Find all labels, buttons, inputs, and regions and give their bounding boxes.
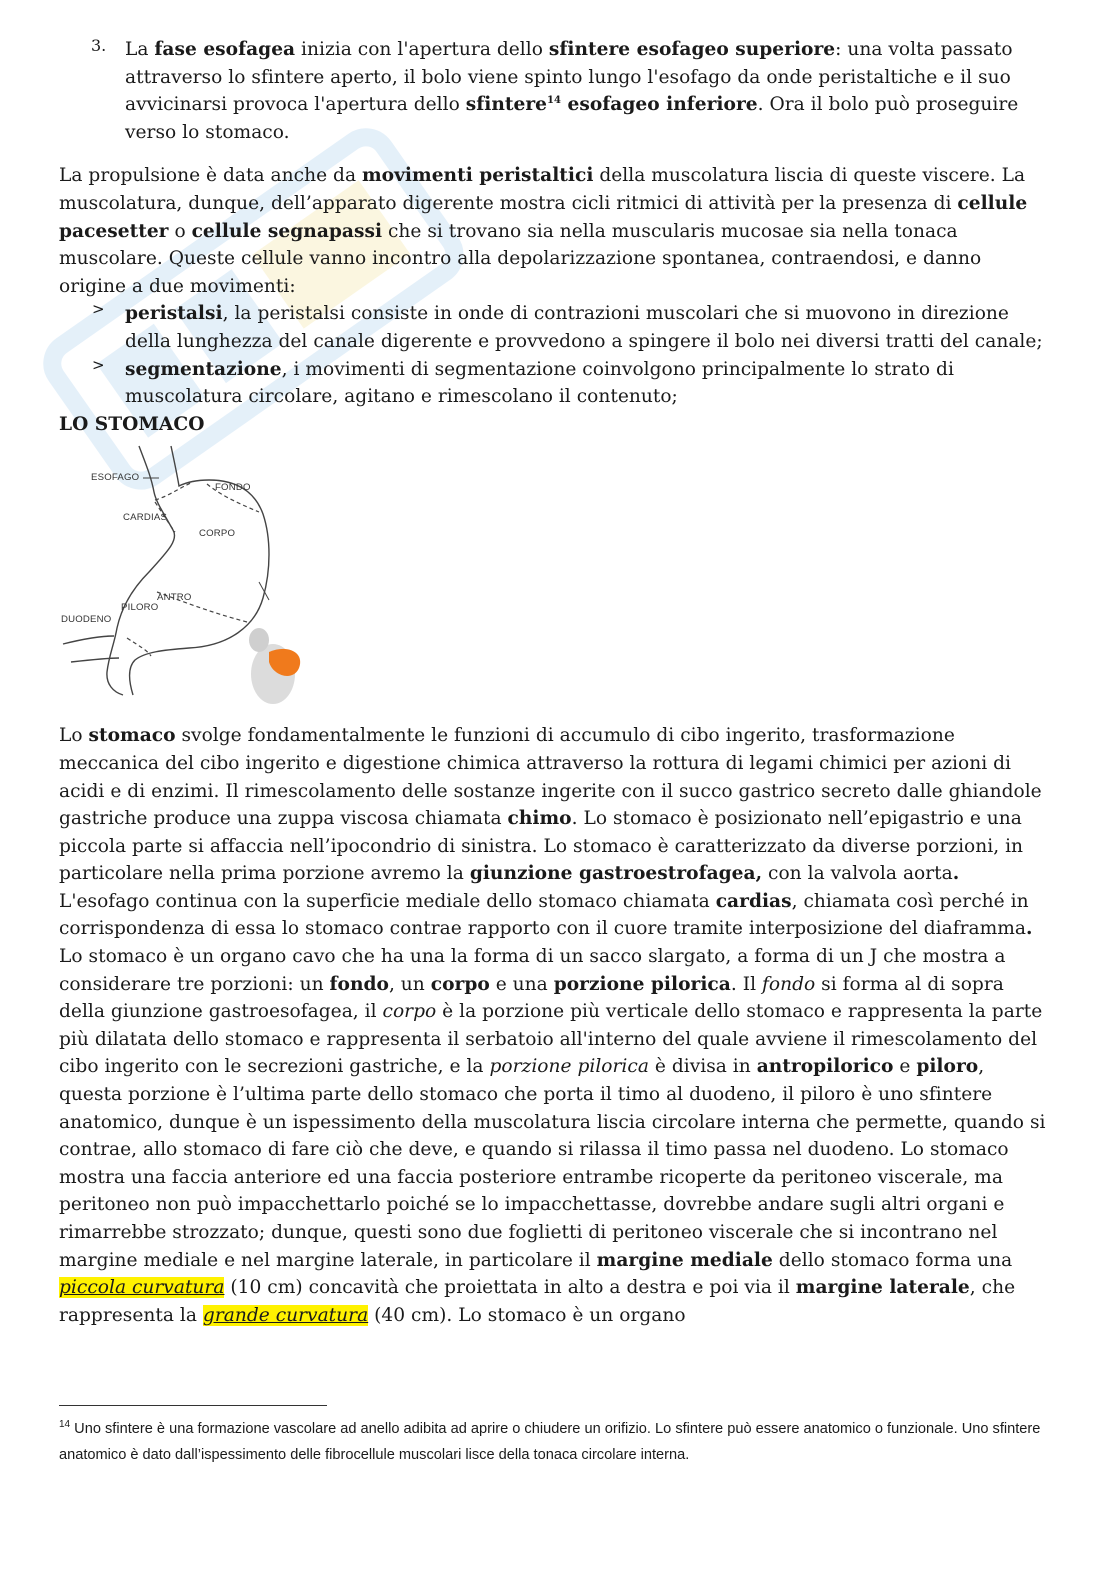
- label-fondo: FONDO: [215, 482, 251, 494]
- footnote: [59, 1416, 1049, 1468]
- label-antro: ANTRO: [157, 592, 192, 604]
- bullet-arrow: >: [92, 355, 105, 374]
- section-heading: LO STOMACO: [59, 413, 205, 435]
- highlight-grande-curvatura: grande curvatura: [202, 1304, 369, 1326]
- stomach-diagram: [59, 440, 319, 712]
- document-page: [59, 36, 1049, 1329]
- label-piloro: PILORO: [121, 602, 159, 614]
- list-item-3: [59, 36, 1049, 146]
- highlight-piccola-curvatura: piccola curvatura: [59, 1277, 225, 1299]
- digestive-system-icon: [249, 628, 300, 704]
- footnote-number: 14: [59, 1419, 71, 1431]
- list-number: 3.: [91, 36, 107, 55]
- bullet-item: > peristalsi, la peristalsi consiste in onde di contrazioni muscolari che si muovono in direzione della lunghezza del canale digerente e provvedono a spingere il bolo nei diversi tratti del canale;: [92, 300, 1043, 352]
- label-corpo: CORPO: [199, 528, 236, 540]
- bullet-item: > segmentazione, i movimenti di segmentazione coinvolgono principalmente lo strato di muscolatura circolare, agitano e rimescolano il contenuto;: [92, 355, 954, 408]
- label-esofago: ESOFAGO: [91, 472, 140, 484]
- list-item-text: La fase esofagea inizia con l'apertura dello sfintere esofageo superiore: una volta passato attraverso lo sfintere aperto, il bolo viene spinto lungo l'esofago da onde peristaltiche e il suo avvicinarsi provoca l'apertura dello sfintere$^{14}$ esofageo inferiore. Ora il bolo può proseguire verso lo stomaco.: [125, 39, 1019, 143]
- bullet-arrow: >: [92, 300, 105, 319]
- paragraph-stomaco: Lo stomaco svolge fondamentalmente le funzioni di accumulo di cibo ingerito, trasformazione meccanica del cibo ingerito e digestione chimica attraverso la rottura di legami chimici per azioni di acidi e di enzimi. Il rimescolamento delle sostanze ingerite con il succo gastrico secreto dalle ghiandole gastriche produce una zuppa viscosa chiamata chimo. Lo stomaco è posizionato nell’epigastrio e una piccola parte si affaccia nell’ipocondrio di sinistra. Lo stomaco è caratterizzato da diverse porzioni, in particolare nella prima porzione avremo la giunzione gastroestrofagea, con la valvola aorta. L'esofago continua con la superficie mediale dello stomaco chiamata cardias, chiamata così perché in corrispondenza di essa lo stomaco contrae rapporto con il cuore tramite interposizione del diaframma. Lo stomaco è un organo cavo che ha una la forma di un sacco slargato, a forma di un J che mostra a considerare tre porzioni: un fondo, un corpo e una porzione pilorica. Il fondo si forma al di sopra della giunzione gastroesofagea, il corpo è la porzione più verticale dello stomaco e rappresenta la parte più dilatata dello stomaco e rappresenta il serbatoio all'interno del quale avviene il rimescolamento del cibo ingerito con le secrezioni gastriche, e la porzione pilorica è divisa in antropilorico e piloro, questa porzione è l’ultima parte dello stomaco che porta il timo al duodeno, il piloro è uno sfintere anatomico, dunque è un ispessimento della muscolatura liscia circolare interna che permette, quando si contrae, allo stomaco di fare ciò che deve, e quando si rilassa il timo passa nel duodeno. Lo stomaco mostra una faccia anteriore ed una faccia posteriore entrambe ricoperte da peritoneo viscerale, ma peritoneo non può impacchettarlo poiché se lo impacchettasse, dovrebbe andare sugli altri organi e rimarrebbe strozzato; dunque, questi sono due foglietti di peritoneo viscerale che si incontrano nel margine mediale e nel margine laterale, in particolare il margine mediale dello stomaco forma una piccola curvatura (10 cm) concavità che proiettata in alto a destra e poi via il margine laterale, che rappresenta la grande curvatura (40 cm). Lo stomaco è un organo: [59, 725, 1046, 1326]
- label-duodeno: DUODENO: [61, 614, 112, 626]
- footnote-separator: [59, 1405, 327, 1406]
- label-cardias: CARDIAS: [123, 512, 168, 524]
- footnote-ref[interactable]: 14: [547, 95, 561, 106]
- paragraph-propulsione: La propulsione è data anche da movimenti peristaltici della muscolatura liscia di queste viscere. La muscolatura, dunque, dell’apparato digerente mostra cicli ritmici di attività per la presenza di cellule pacesetter o cellule segnapassi che si trovano sia nella muscularis mucosae sia nella tonaca muscolare. Queste cellule vanno incontro alla depolarizzazione spontanea, contraendosi, e danno origine a due movimenti:: [59, 165, 1028, 297]
- footnote-text: Uno sfintere è una formazione vascolare ad anello adibita ad aprire o chiudere un orifizio. Lo sfintere può essere anatomico o funzionale. Uno sfintere anatomico è dato dall’ispessimento delle fibrocellule muscolari lisce della tonaca circolare interna.: [59, 1421, 1041, 1463]
